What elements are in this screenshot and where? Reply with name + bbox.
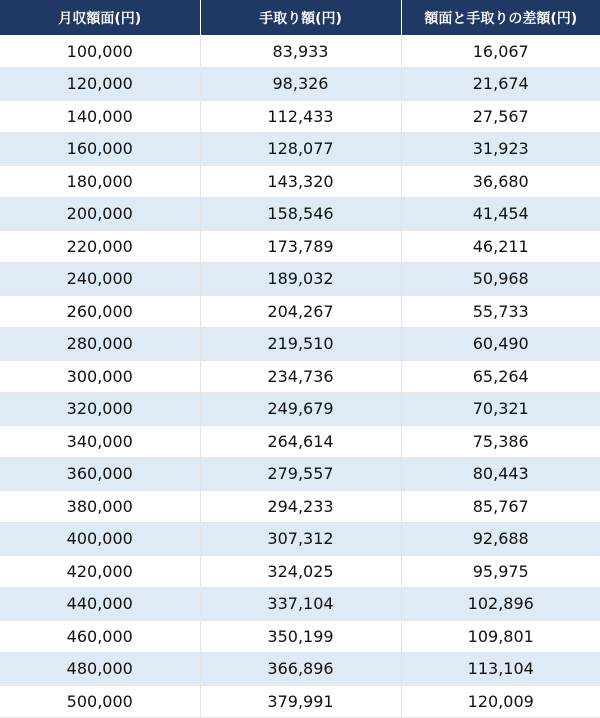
cell-gross-salary: 260,000 (0, 295, 200, 328)
cell-take-home: 249,679 (200, 393, 401, 426)
cell-take-home: 307,312 (200, 523, 401, 556)
cell-take-home: 264,614 (200, 425, 401, 458)
cell-difference: 50,968 (401, 263, 600, 296)
header-row (0, 0, 600, 35)
table-row (0, 425, 600, 458)
table-row (0, 653, 600, 686)
cell-difference: 31,923 (401, 133, 600, 166)
table-row (0, 328, 600, 361)
header-difference: 額面と手取りの差額(円) (401, 0, 600, 35)
header-gross-salary: 月収額面(円) (0, 0, 200, 35)
cell-gross-salary: 420,000 (0, 555, 200, 588)
cell-difference: 75,386 (401, 425, 600, 458)
cell-gross-salary: 400,000 (0, 523, 200, 556)
table-row (0, 68, 600, 101)
header-take-home: 手取り額(円) (200, 0, 401, 35)
table-row (0, 295, 600, 328)
cell-gross-salary: 380,000 (0, 490, 200, 523)
cell-difference: 60,490 (401, 328, 600, 361)
cell-difference: 80,443 (401, 458, 600, 491)
cell-difference: 120,009 (401, 685, 600, 718)
cell-take-home: 189,032 (200, 263, 401, 296)
cell-take-home: 143,320 (200, 165, 401, 198)
cell-take-home: 112,433 (200, 100, 401, 133)
cell-gross-salary: 140,000 (0, 100, 200, 133)
cell-difference: 41,454 (401, 198, 600, 231)
table-row (0, 35, 600, 68)
table-row (0, 198, 600, 231)
table-row (0, 620, 600, 653)
cell-gross-salary: 480,000 (0, 653, 200, 686)
cell-take-home: 158,546 (200, 198, 401, 231)
cell-gross-salary: 440,000 (0, 588, 200, 621)
cell-take-home: 173,789 (200, 230, 401, 263)
table-row (0, 230, 600, 263)
cell-take-home: 204,267 (200, 295, 401, 328)
cell-gross-salary: 460,000 (0, 620, 200, 653)
cell-take-home: 350,199 (200, 620, 401, 653)
cell-take-home: 324,025 (200, 555, 401, 588)
cell-gross-salary: 320,000 (0, 393, 200, 426)
cell-gross-salary: 200,000 (0, 198, 200, 231)
table-row (0, 458, 600, 491)
cell-take-home: 98,326 (200, 68, 401, 101)
cell-take-home: 83,933 (200, 35, 401, 68)
cell-gross-salary: 340,000 (0, 425, 200, 458)
cell-difference: 95,975 (401, 555, 600, 588)
cell-gross-salary: 120,000 (0, 68, 200, 101)
cell-difference: 113,104 (401, 653, 600, 686)
table-header (0, 0, 600, 35)
table-row (0, 490, 600, 523)
cell-take-home: 279,557 (200, 458, 401, 491)
table-row (0, 685, 600, 718)
table-row (0, 133, 600, 166)
cell-difference: 21,674 (401, 68, 600, 101)
cell-gross-salary: 300,000 (0, 360, 200, 393)
cell-gross-salary: 160,000 (0, 133, 200, 166)
cell-take-home: 219,510 (200, 328, 401, 361)
cell-difference: 109,801 (401, 620, 600, 653)
cell-gross-salary: 360,000 (0, 458, 200, 491)
cell-gross-salary: 100,000 (0, 35, 200, 68)
cell-gross-salary: 180,000 (0, 165, 200, 198)
table-row (0, 523, 600, 556)
cell-difference: 16,067 (401, 35, 600, 68)
cell-take-home: 128,077 (200, 133, 401, 166)
cell-take-home: 234,736 (200, 360, 401, 393)
cell-difference: 65,264 (401, 360, 600, 393)
cell-gross-salary: 280,000 (0, 328, 200, 361)
cell-gross-salary: 220,000 (0, 230, 200, 263)
cell-take-home: 337,104 (200, 588, 401, 621)
cell-difference: 36,680 (401, 165, 600, 198)
table-row (0, 588, 600, 621)
cell-gross-salary: 240,000 (0, 263, 200, 296)
table-row (0, 360, 600, 393)
table-row (0, 263, 600, 296)
cell-difference: 85,767 (401, 490, 600, 523)
cell-difference: 102,896 (401, 588, 600, 621)
cell-difference: 92,688 (401, 523, 600, 556)
table-row (0, 165, 600, 198)
table-row (0, 555, 600, 588)
cell-take-home: 379,991 (200, 685, 401, 718)
table-row (0, 100, 600, 133)
cell-difference: 70,321 (401, 393, 600, 426)
cell-difference: 55,733 (401, 295, 600, 328)
cell-difference: 27,567 (401, 100, 600, 133)
table-row (0, 393, 600, 426)
cell-gross-salary: 500,000 (0, 685, 200, 718)
cell-take-home: 294,233 (200, 490, 401, 523)
cell-difference: 46,211 (401, 230, 600, 263)
cell-take-home: 366,896 (200, 653, 401, 686)
table-body (0, 35, 600, 718)
